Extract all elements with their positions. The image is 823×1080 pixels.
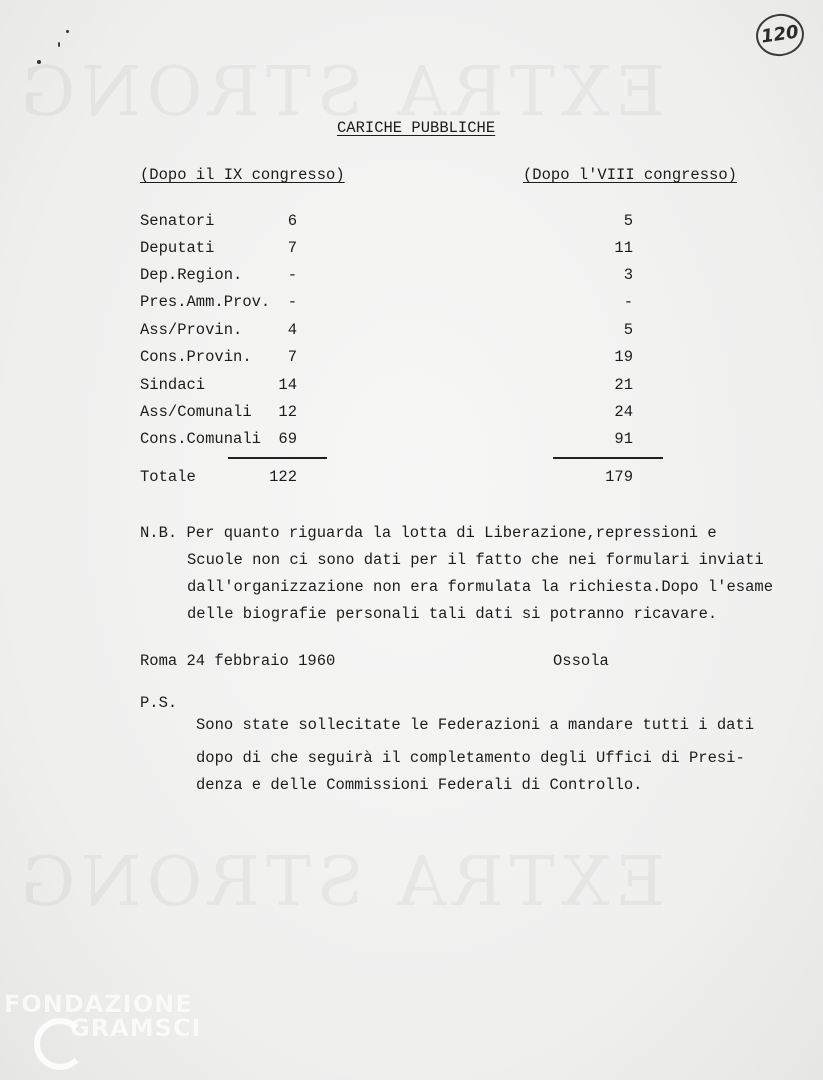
header-left: (Dopo il IX congresso)	[140, 166, 345, 184]
total-rule-left	[228, 457, 327, 459]
value-ix: 6	[287, 212, 297, 230]
signature: Ossola	[553, 652, 609, 670]
value-viii: 3	[623, 266, 633, 284]
row-label: Ass/Provin.	[140, 321, 243, 339]
value-ix: -	[287, 293, 297, 311]
ink-speck	[37, 60, 41, 64]
row-label: Sindaci	[140, 376, 206, 394]
row-label: Senatori	[140, 212, 215, 230]
archive-logo	[4, 990, 204, 1070]
value-viii: 5	[623, 321, 633, 339]
value-viii: 5	[623, 212, 633, 230]
ps-line: Sono state sollecitate le Federazioni a mandare tutti i dati	[196, 716, 755, 734]
logo-line-1: FONDAZIONE	[4, 990, 193, 1018]
note-line: Scuole non ci sono dati per il fatto che nei formulari inviati	[187, 551, 764, 569]
row-label: Pres.Amm.Prov.	[140, 293, 271, 311]
logo-line-2: GRAMSCI	[70, 1014, 202, 1042]
header-right: (Dopo l'VIII congresso)	[523, 166, 737, 184]
ink-speck	[58, 42, 60, 47]
row-label: Deputati	[140, 239, 215, 257]
total-ix: 122	[269, 468, 297, 486]
note-line: dall'organizzazione non era formulata la richiesta.Dopo l'esame	[187, 578, 773, 596]
value-ix: 7	[287, 239, 297, 257]
watermark-bottom	[105, 838, 665, 928]
note-line: delle biografie personali tali dati si potranno ricavare.	[187, 605, 718, 623]
place-date: Roma 24 febbraio 1960	[140, 652, 336, 670]
ps-label: P.S.	[140, 694, 178, 712]
value-viii: 91	[614, 430, 633, 448]
value-viii: 24	[614, 403, 633, 421]
total-label: Totale	[140, 468, 196, 486]
note-line: N.B. Per quanto riguarda la lotta di Liberazione,repressioni e	[140, 524, 717, 542]
value-viii: 19	[614, 348, 633, 366]
row-label: Cons.Comunali	[140, 430, 261, 448]
ink-speck	[66, 30, 69, 33]
ps-line: denza e delle Commissioni Federali di Controllo.	[196, 776, 643, 794]
row-label: Cons.Provin.	[140, 348, 252, 366]
page-number: 120	[753, 11, 806, 59]
row-label: Dep.Region.	[140, 266, 243, 284]
value-viii: -	[623, 293, 633, 311]
value-viii: 21	[614, 376, 633, 394]
document-title: CARICHE PUBBLICHE	[337, 119, 496, 137]
total-rule-right	[553, 457, 663, 459]
value-ix: 12	[278, 403, 297, 421]
value-ix: 7	[287, 348, 297, 366]
value-ix: 14	[278, 376, 297, 394]
value-ix: 69	[278, 430, 297, 448]
ps-line: dopo di che seguirà il completamento degli Uffici di Presi-	[196, 749, 745, 767]
value-ix: 4	[287, 321, 297, 339]
value-viii: 11	[614, 239, 633, 257]
value-ix: -	[287, 266, 297, 284]
row-label: Ass/Comunali	[140, 403, 252, 421]
total-viii: 179	[605, 468, 633, 486]
